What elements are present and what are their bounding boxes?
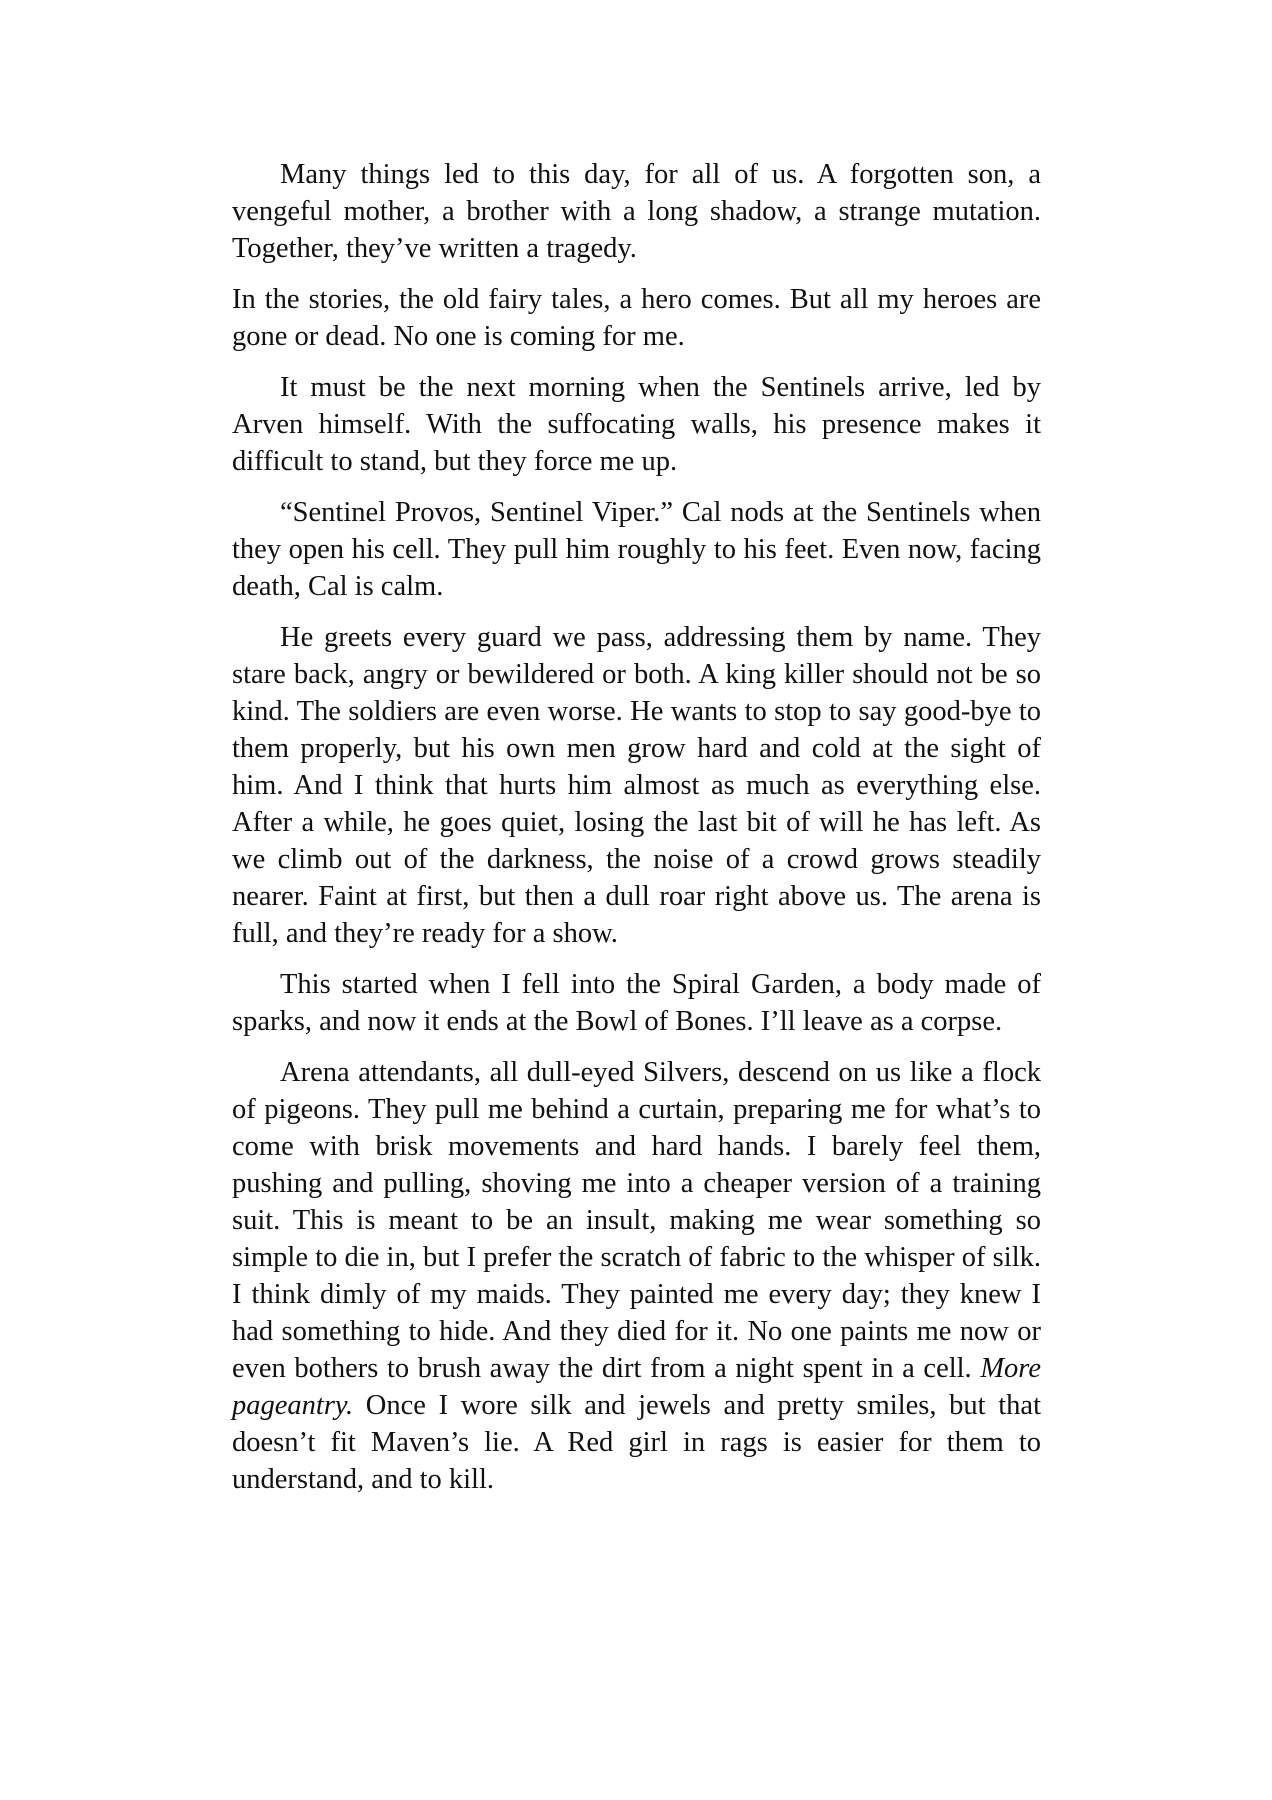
paragraph-1: Many things led to this day, for all of us. A forgotten son, a vengeful mother, a brother with a long shadow, a strange mutation. Together, they’ve written a tragedy. xyxy=(232,159,1041,264)
italic-phrase: More pageantry. xyxy=(232,1353,1041,1421)
book-page xyxy=(232,156,1041,1498)
paragraph-4: “Sentinel Provos, Sentinel Viper.” Cal nods at the Sentinels when they open his cell. They pull him roughly to his feet. Even now, facing death, Cal is calm. xyxy=(232,497,1041,602)
paragraph-5: He greets every guard we pass, addressing them by name. They stare back, angry or bewildered or both. A king killer should not be so kind. The soldiers are even worse. He wants to stop to say good-bye to them properly, but his own men grow hard and cold at the sight of him. And I think that hurts him almost as much as everything else. After a while, he goes quiet, losing the last bit of will he has left. As we climb out of the darkness, the noise of a crowd grows steadily nearer. Faint at first, but then a dull roar right above us. The arena is full, and they’re ready for a show. xyxy=(232,622,1041,949)
paragraph-7 xyxy=(232,1054,1041,1498)
paragraph-7-part-2: Once I wore silk and jewels and pretty smiles, but that doesn’t fit Maven’s lie. A Red girl in rags is easier for them to understand, and to kill. xyxy=(232,1390,1041,1495)
paragraph-2: In the stories, the old fairy tales, a hero comes. But all my heroes are gone or dead. No one is coming for me. xyxy=(232,284,1041,352)
paragraph-7-part-1: Arena attendants, all dull-eyed Silvers, descend on us like a flock of pigeons. They pull me behind a curtain, preparing me for what’s to come with brisk movements and hard hands. I barely feel them, pushing and pulling, shoving me into a cheaper version of a training suit. This is meant to be an insult, making me wear something so simple to die in, but I prefer the scratch of fabric to the whisper of silk. I think dimly of my maids. They painted me every day; they knew I had something to hide. And they died for it. No one paints me now or even bothers to brush away the dirt from a night spent in a cell. xyxy=(232,1057,1041,1384)
paragraph-6: This started when I fell into the Spiral Garden, a body made of sparks, and now it ends at the Bowl of Bones. I’ll leave as a corpse. xyxy=(232,969,1041,1037)
paragraph-3: It must be the next morning when the Sentinels arrive, led by Arven himself. With the suffocating walls, his presence makes it difficult to stand, but they force me up. xyxy=(232,372,1041,477)
